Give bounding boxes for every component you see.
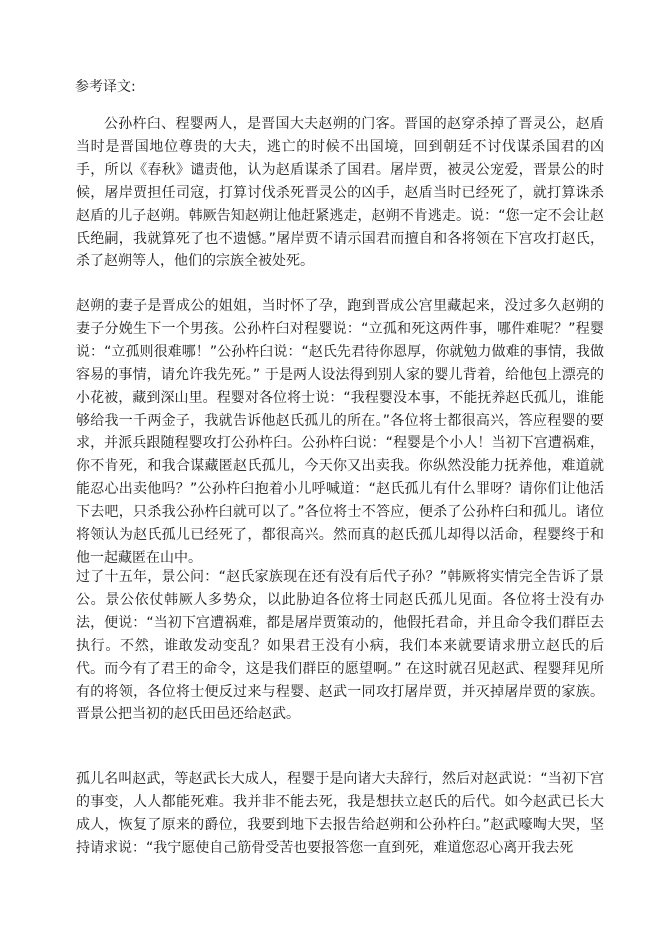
paragraph-3: 过了十五年，景公问：“赵氏家族现在还有没有后代子孙？”韩厥将实情完全告诉了景公。景公依仗韩厥人多势众，以此胁迫各位将士同赵氏孤儿见面。各位将士没有办法，便说：“当初下宫遭祸难，都是屠岸贾策动的，他假托君命，并且命令我们群臣去执行。不然，谁敢发动变乱？如果君王没有小病，我们本来就要请求册立赵氏的后代。而今有了君王的命令，这是我们群臣的愿望啊。” 在这时就召见赵武、程婴拜见所有的将领，各位将士便反过来与程婴、赵武一同攻打屠岸贾，并灭掉屠岸贾的家族。晋景公把当初的赵氏田邑还给赵武。 — [76, 569, 604, 723]
paragraph-2: 赵朔的妻子是晋成公的姐姐，当时怀了孕，跑到晋成公宫里藏起来，没过多久赵朔的妻子分娩生下一个男孩。公孙杵臼对程婴说：“立孤和死这两件事，哪件难呢？”程婴说：“立孤则很难哪！”公孙杵臼说：“赵氏先君待你恩厚，你就勉力做难的事情，我做容易的事情，请允许我先死。” 于是两人设法得到别人家的婴儿背着，给他包上漂亮的小花被，藏到深山里。程婴对各位将士说：“我程婴没本事，不能抚养赵氏孤儿，谁能够给我一千两金子，我就告诉他赵氏孤儿的所在。”各位将士都很高兴，答应程婴的要求，并派兵跟随程婴攻打公孙杵臼。公孙杵臼说：“程婴是个小人！当初下宫遭祸难，你不肯死，和我合谋藏匿赵氏孤儿，今天你又出卖我。你纵然没能力抚养他，难道就能忍心出卖他吗？”公孙杵臼抱着小儿呼喊道：“赵氏孤儿有什么罪呀？请你们让他活下去吧，只杀我公孙杵臼就可以了。”各位将士不答应，便杀了公孙杵臼和孤儿。诸位将领认为赵氏孤儿已经死了，都很高兴。然而真的赵氏孤儿却得以活命，程婴终于和他一起藏匿在山中。 — [76, 298, 604, 566]
translation-heading: 参考译文: — [75, 79, 136, 95]
paragraph-1: 公孙杵臼、程婴两人，是晋国大夫赵朔的门客。晋国的赵穿杀掉了晋灵公，赵盾当时是晋国地位尊贵的大夫，逃亡的时候不出国境，回到朝廷不讨伐谋杀国君的凶手，所以《春秋》谴责他，认为赵盾谋杀了国君。屠岸贾，被灵公宠爱，晋景公的时候，屠岸贾担任司寇，打算讨伐杀死晋灵公的凶手，赵盾当时已经死了，就打算诛杀赵盾的儿子赵朔。韩厥告知赵朔让他赶紧逃走，赵朔不肯逃走。说：“您一定不会让赵氏绝嗣，我就算死了也不遗憾。”屠岸贾不请示国君而擅自和各将领在下宫攻打赵氏，杀了赵朔等人，他们的宗族全被处死。 — [76, 116, 604, 270]
paragraph-4: 孤儿名叫赵武，等赵武长大成人，程婴于是向诸大夫辞行，然后对赵武说：“当初下宫的事变，人人都能死难。我并非不能去死，我是想扶立赵氏的后代。如今赵武已长大成人，恢复了原来的爵位，我要到地下去报告给赵朔和公孙杵臼。”赵武嚎啕大哭，坚持请求说：“我宁愿使自己筋骨受苦也要报答您一直到死，难道您忍心离开我去死 — [76, 771, 604, 856]
